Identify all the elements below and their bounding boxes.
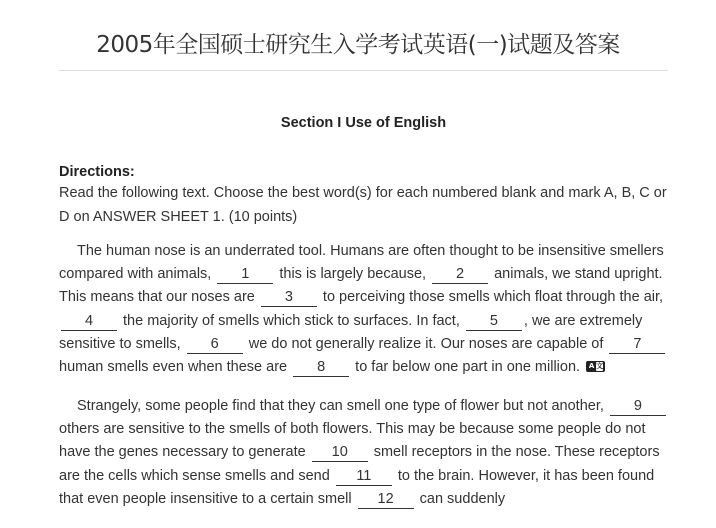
passage-text: to the brain. However, it has been found that even people insensitive to a certain smell bbox=[59, 467, 655, 507]
blank-1: 1 bbox=[217, 265, 273, 284]
article-content bbox=[59, 112, 668, 526]
blank-6: 6 bbox=[187, 335, 243, 354]
passage-text: the majority of smells which stick to surfaces. In fact, bbox=[119, 312, 464, 329]
passage-text: Strangely, some people find that they can smell one type of flower but not another, bbox=[77, 397, 608, 414]
translate-icon[interactable]: A 文 bbox=[586, 361, 605, 372]
page-title: 2005年全国硕士研究生入学考试英语(一)试题及答案 bbox=[96, 32, 620, 58]
blank-8: 8 bbox=[293, 358, 349, 377]
title-divider bbox=[59, 70, 668, 71]
blank-5: 5 bbox=[466, 312, 522, 331]
passage-paragraph-1 bbox=[59, 240, 668, 380]
passage-text: human smells even when these are bbox=[59, 359, 292, 376]
passage-text: can suddenly bbox=[415, 490, 506, 507]
passage-text: to perceiving those smells which float through the air, bbox=[318, 289, 664, 306]
blank-4: 4 bbox=[61, 312, 117, 331]
directions-label: Directions: bbox=[59, 164, 135, 181]
passage-text: smell receptors in the nose. These receptors are the cells which sense smells and send bbox=[59, 444, 660, 484]
blank-2: 2 bbox=[432, 265, 488, 284]
passage-text: we do not generally realize it. Our noses are capable of bbox=[244, 336, 608, 353]
blank-10: 10 bbox=[312, 443, 368, 462]
section-title: Section I Use of English bbox=[280, 115, 447, 131]
passage-text: The human nose is an underrated tool. Humans are often thought to be insensitive smellers compared with animals, bbox=[59, 242, 664, 283]
directions-text: Read the following text. Choose the best word(s) for each numbered blank and mark A, B, C or D on ANSWER SHEET 1. (10 points) bbox=[59, 185, 667, 225]
passage-text: , we are extremely sensitive to smells, bbox=[59, 312, 643, 353]
blank-11: 11 bbox=[336, 467, 392, 486]
passage-text: others are sensitive to the smells of both flowers. This may be because some people do not have the genes necessary to generate bbox=[59, 420, 646, 461]
blank-9: 9 bbox=[610, 397, 666, 416]
passage-paragraph-2 bbox=[59, 395, 668, 511]
blank-7: 7 bbox=[609, 335, 665, 354]
passage-text: to far below one part in one million. bbox=[351, 359, 581, 376]
blank-3: 3 bbox=[261, 288, 317, 307]
blank-12: 12 bbox=[358, 490, 414, 509]
passage-text: animals, we stand upright. This means that our noses are bbox=[59, 266, 663, 306]
passage-text: this is largely because, bbox=[275, 266, 431, 283]
